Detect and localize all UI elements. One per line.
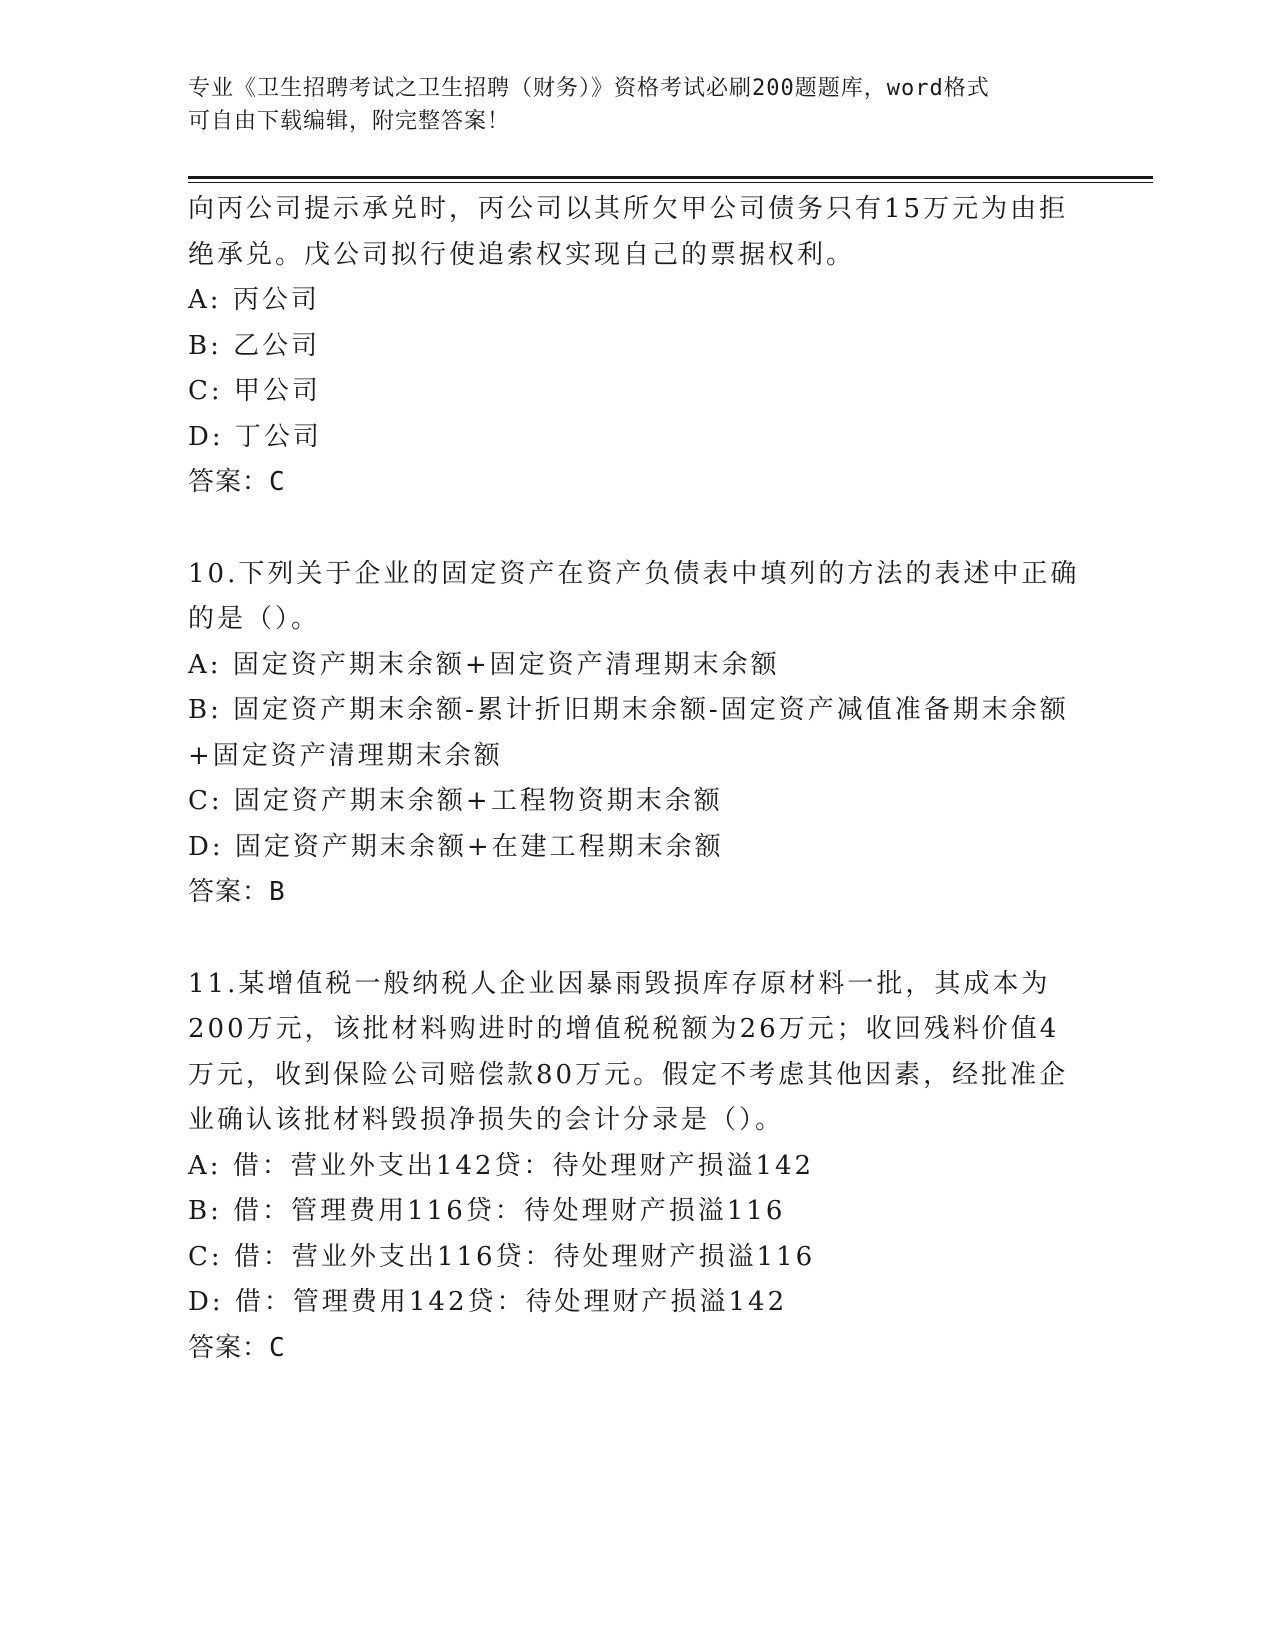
option-text: 借：营业外支出142贷：待处理财产损溢142: [232, 1150, 815, 1181]
option-b: [188, 324, 1068, 370]
question-10: [188, 552, 1080, 916]
option-label: D:: [188, 831, 224, 862]
option-label: A:: [188, 649, 222, 680]
answer-label: 答案：: [188, 467, 270, 497]
question-stem-line: 万元，收到保险公司赔偿款80万元。假定不考虑其他因素，经批准企: [188, 1059, 1069, 1090]
option-b-continuation: +固定资产清理期末余额: [188, 740, 503, 771]
option-text: 丙公司: [232, 285, 320, 315]
answer-value: B: [269, 877, 286, 907]
option-label: B:: [188, 330, 222, 361]
option-label: B:: [188, 695, 222, 725]
option-c: [188, 369, 1068, 415]
question-stem-line: 11.某增值税一般纳税人企业因暴雨毁损库存原材料一批，其成本为: [188, 968, 1051, 999]
option-label: B:: [188, 1196, 222, 1226]
option-a: [188, 278, 1068, 324]
document-header: [188, 72, 1068, 138]
option-label: D:: [188, 1287, 224, 1317]
option-c: [188, 1235, 1068, 1281]
header-line-2: 可自由下载编辑，附完整答案！: [188, 109, 511, 134]
option-text: 固定资产期末余额+在建工程期末余额: [234, 831, 724, 862]
question-stem-line: 的是（）。: [188, 604, 321, 634]
answer-value: C: [269, 467, 286, 497]
answer-line: [188, 870, 1068, 916]
option-c: [188, 779, 1068, 825]
spacer: [188, 916, 1068, 962]
option-label: C:: [188, 786, 223, 816]
option-text: 借：管理费用116贷：待处理财产损溢116: [233, 1196, 786, 1226]
option-label: D:: [188, 421, 224, 452]
option-text: 借：营业外支出116贷：待处理财产损溢116: [233, 1241, 816, 1272]
question-9: [188, 187, 1068, 506]
option-d: [188, 415, 1068, 461]
option-text: 借：管理费用142贷：待处理财产损溢142: [234, 1287, 788, 1317]
question-stem-line: 200万元，该批材料购进时的增值税税额为26万元；收回残料价值4: [188, 1014, 1060, 1044]
option-d: [188, 825, 1068, 871]
option-text: 丁公司: [234, 421, 322, 452]
header-divider-thin: [188, 182, 1153, 183]
option-text: 固定资产期末余额+固定资产清理期末余额: [232, 649, 780, 680]
header-line-1: 专业《卫生招聘考试之卫生招聘（财务）》资格考试必刷200题题库，word格式: [188, 76, 990, 101]
option-text: 甲公司: [233, 376, 321, 406]
option-text: 乙公司: [233, 330, 321, 361]
question-stem-line: 10.下列关于企业的固定资产在资产负债表中填列的方法的表述中正确: [188, 558, 1080, 589]
header-divider: [188, 176, 1153, 179]
question-stem-line: 业确认该批材料毁损净损失的会计分录是（）。: [188, 1105, 785, 1135]
option-label: A:: [188, 1150, 222, 1181]
spacer: [188, 506, 1068, 552]
answer-value: C: [269, 1332, 286, 1363]
option-label: C:: [188, 1241, 223, 1272]
question-stem-line: 绝承兑。戊公司拟行使追索权实现自己的票据权利。: [188, 239, 856, 270]
answer-label: 答案：: [188, 1332, 270, 1363]
option-label: A:: [188, 285, 222, 315]
question-11: [188, 962, 1068, 1372]
answer-label: 答案：: [188, 877, 270, 907]
question-stem-line: 向丙公司提示承兑时，丙公司以其所欠甲公司债务只有15万元为由拒: [188, 194, 1069, 224]
option-text: 固定资产期末余额-累计折旧期末余额-固定资产减值准备期末余额: [233, 695, 1069, 725]
option-a: [188, 643, 1068, 689]
option-b: [188, 688, 1068, 734]
question-content: [188, 187, 1080, 1371]
option-b: [188, 1189, 1068, 1235]
option-a: [188, 1144, 1068, 1190]
option-text: 固定资产期末余额+工程物资期末余额: [233, 786, 723, 816]
option-label: C:: [188, 376, 223, 406]
answer-line: [188, 1326, 1068, 1372]
answer-line: [188, 460, 1068, 506]
option-d: [188, 1280, 1068, 1326]
